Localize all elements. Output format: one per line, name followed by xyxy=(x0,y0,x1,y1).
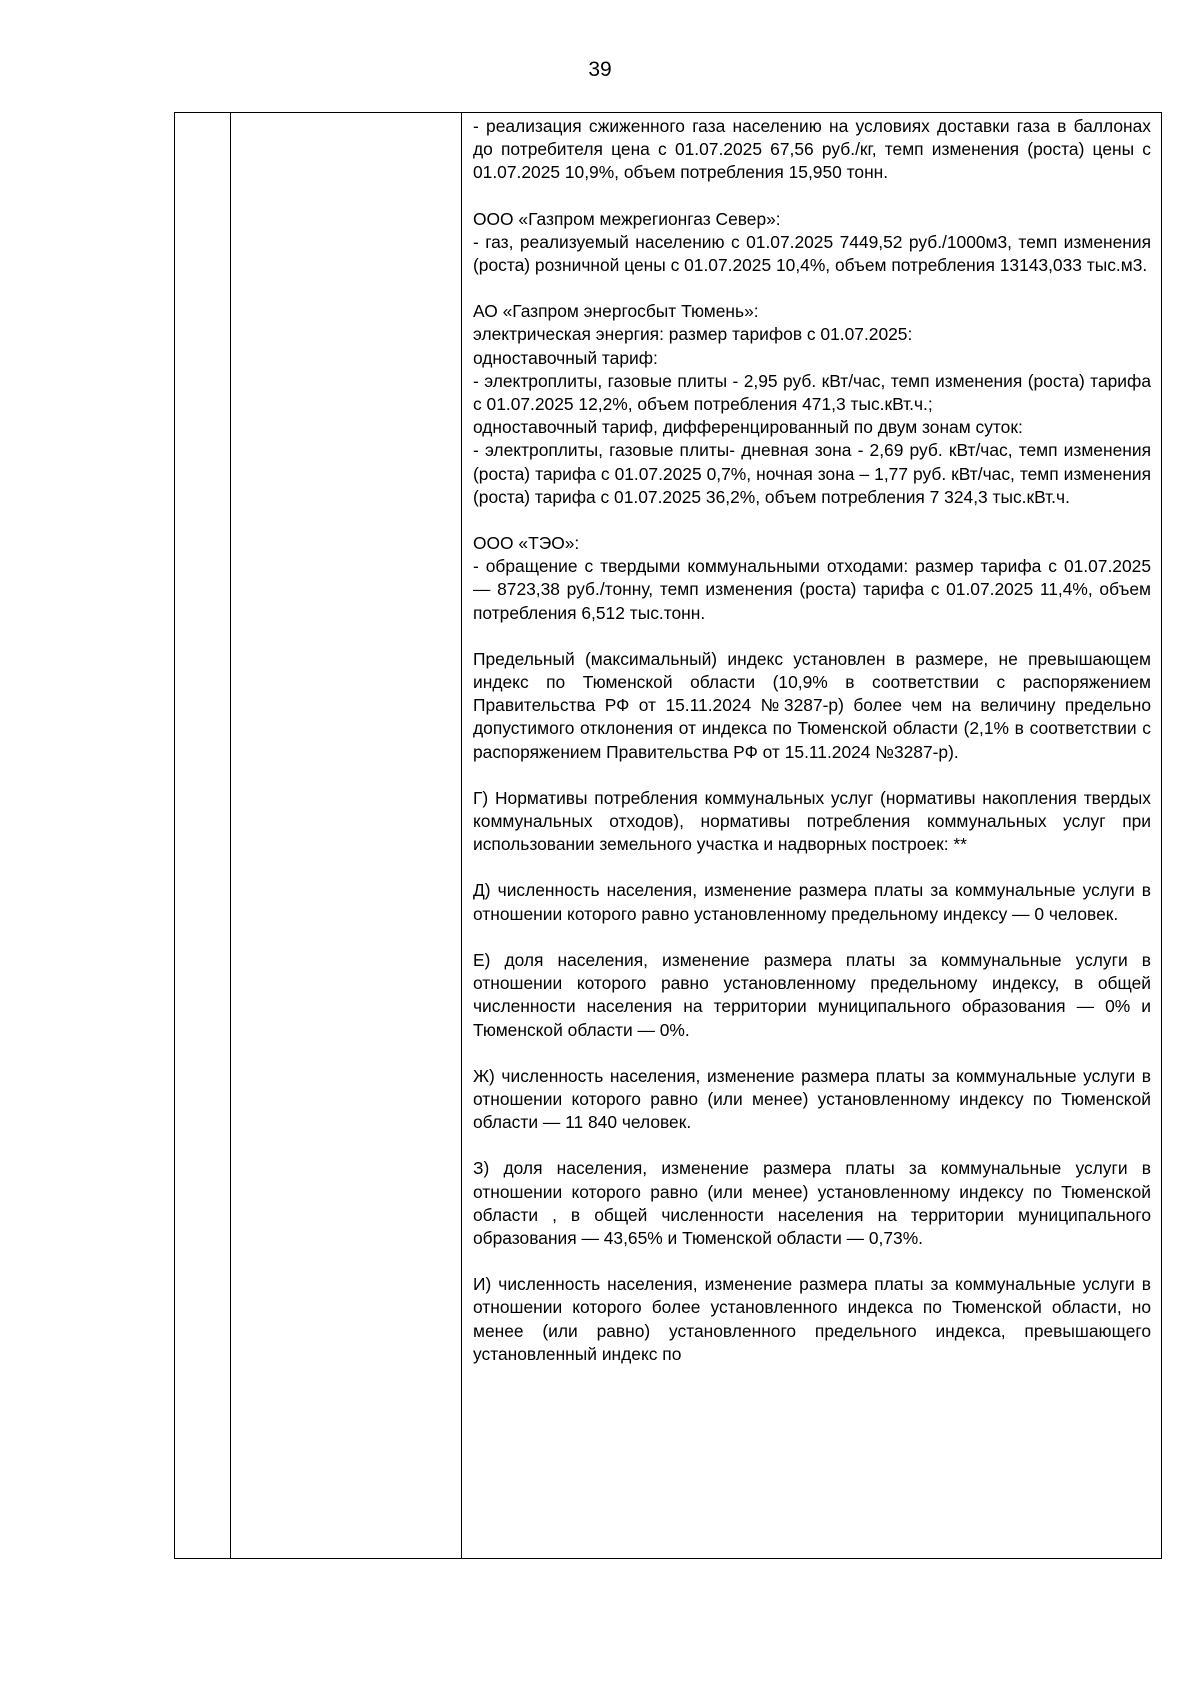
text-line: ООО «ТЭО»: xyxy=(473,533,580,554)
text-paragraph xyxy=(473,1065,1151,1135)
text-line: Е) доля населения, изменение размера платы за коммунальные услуги в отношении которого равно установленному предельному индексу, в общей численности населения на территории муниципального образования — 0% и Тюменской области — 0%. xyxy=(473,949,1151,1040)
text-line: ООО «Газпром межрегионгаз Север»: xyxy=(473,208,781,229)
text-paragraph xyxy=(473,1273,1151,1366)
text-line: З) доля населения, изменение размера платы за коммунальные услуги в отношении которого равно (или менее) установленному индексу по Тюменской области , в общей численности населения на территории муниципального образования — 43,65% и Тюменской области — 0,73%. xyxy=(473,1158,1151,1248)
text-paragraph xyxy=(473,648,1151,764)
text-line: - электроплиты, газовые плиты - 2,95 руб. кВт/час, темп изменения (роста) тарифа с 01.07.2025 12,2%, объем потребления 471,3 тыс.кВт.ч.; xyxy=(473,370,1151,415)
text-line: одноставочный тариф, дифференцированный по двум зонам суток: xyxy=(473,417,1023,438)
text-line: - электроплиты, газовые плиты- дневная зона - 2,69 руб. кВт/час, темп изменения (роста) тарифа с 01.07.2025 0,7%, ночная зона – 1,77 руб. кВт/час, темп изменения (роста) тарифа с 01.07.2025 36,2%, объем потребления 7 324,3 тыс.кВт.ч. xyxy=(473,440,1151,507)
text-paragraph xyxy=(473,879,1151,925)
text-line: Ж) численность населения, изменение размера платы за коммунальные услуги в отношении которого равно (или менее) установленному индексу по Тюменской области — 11 840 человек. xyxy=(473,1065,1151,1133)
text-line: Г) Нормативы потребления коммунальных услуг (нормативы накопления твердых коммунальных отходов), нормативы потребления коммунальных услуг при использовании земельного участка и надворных построек: ** xyxy=(473,787,1151,855)
text-paragraph xyxy=(473,208,1151,278)
text-line: - газ, реализуемый населению с 01.07.2025 7449,52 руб./1000м3, темп изменения (роста) розничной цены с 01.07.2025 10,4%, объем потребления 13143,033 тыс.м3. xyxy=(473,231,1151,276)
text-line: одноставочный тариф: xyxy=(473,347,658,368)
page-number: 39 xyxy=(588,58,612,81)
text-paragraph xyxy=(473,949,1151,1042)
text-line: Предельный (максимальный) индекс установлен в размере, не превышающем индекс по Тюменской области (10,9% в соответствии с распоряжением Правительства РФ от 15.11.2024 №3287-р) более чем на величину предельно допустимого отклонения от индекса по Тюменской области (2,1% в соответствии с распоряжением Правительства РФ от 15.11.2024 №3287-р). xyxy=(473,648,1151,762)
text-paragraph xyxy=(473,300,1151,509)
table-column-divider-2 xyxy=(461,113,462,1558)
text-paragraph xyxy=(473,787,1151,857)
document-table xyxy=(174,112,1162,1559)
text-line: - обращение с твердыми коммунальными отходами: размер тарифа с 01.07.2025 — 8723,38 руб./тонну, темп изменения (роста) тарифа с 01.07.2025 11,4%, объем потребления 6,512 тыс.тонн. xyxy=(473,556,1151,623)
text-paragraph xyxy=(473,1157,1151,1250)
text-line: электрическая энергия: размер тарифов с 01.07.2025: xyxy=(473,324,913,345)
text-line: И) численность населения, изменение размера платы за коммунальные услуги в отношении которого более установленного индекса по Тюменской области, но менее (или равно) установленного предельного индекса, превышающего установленный индекс по xyxy=(473,1274,1151,1364)
table-column-divider-1 xyxy=(230,113,231,1558)
text-paragraph xyxy=(473,115,1151,185)
text-line: Д) численность населения, изменение размера платы за коммунальные услуги в отношении которого равно установленному предельному индексу — 0 человек. xyxy=(473,880,1151,924)
text-line: - реализация сжиженного газа населению на условиях доставки газа в баллонах до потребителя цена с 01.07.2025 67,56 руб./кг, темп изменения (роста) цены с 01.07.2025 10,9%, объем потребления 15,950 тонн. xyxy=(473,116,1151,183)
text-line: АО «Газпром энергосбыт Тюмень»: xyxy=(473,301,759,322)
table-content-cell xyxy=(473,115,1151,1558)
text-paragraph xyxy=(473,532,1151,625)
